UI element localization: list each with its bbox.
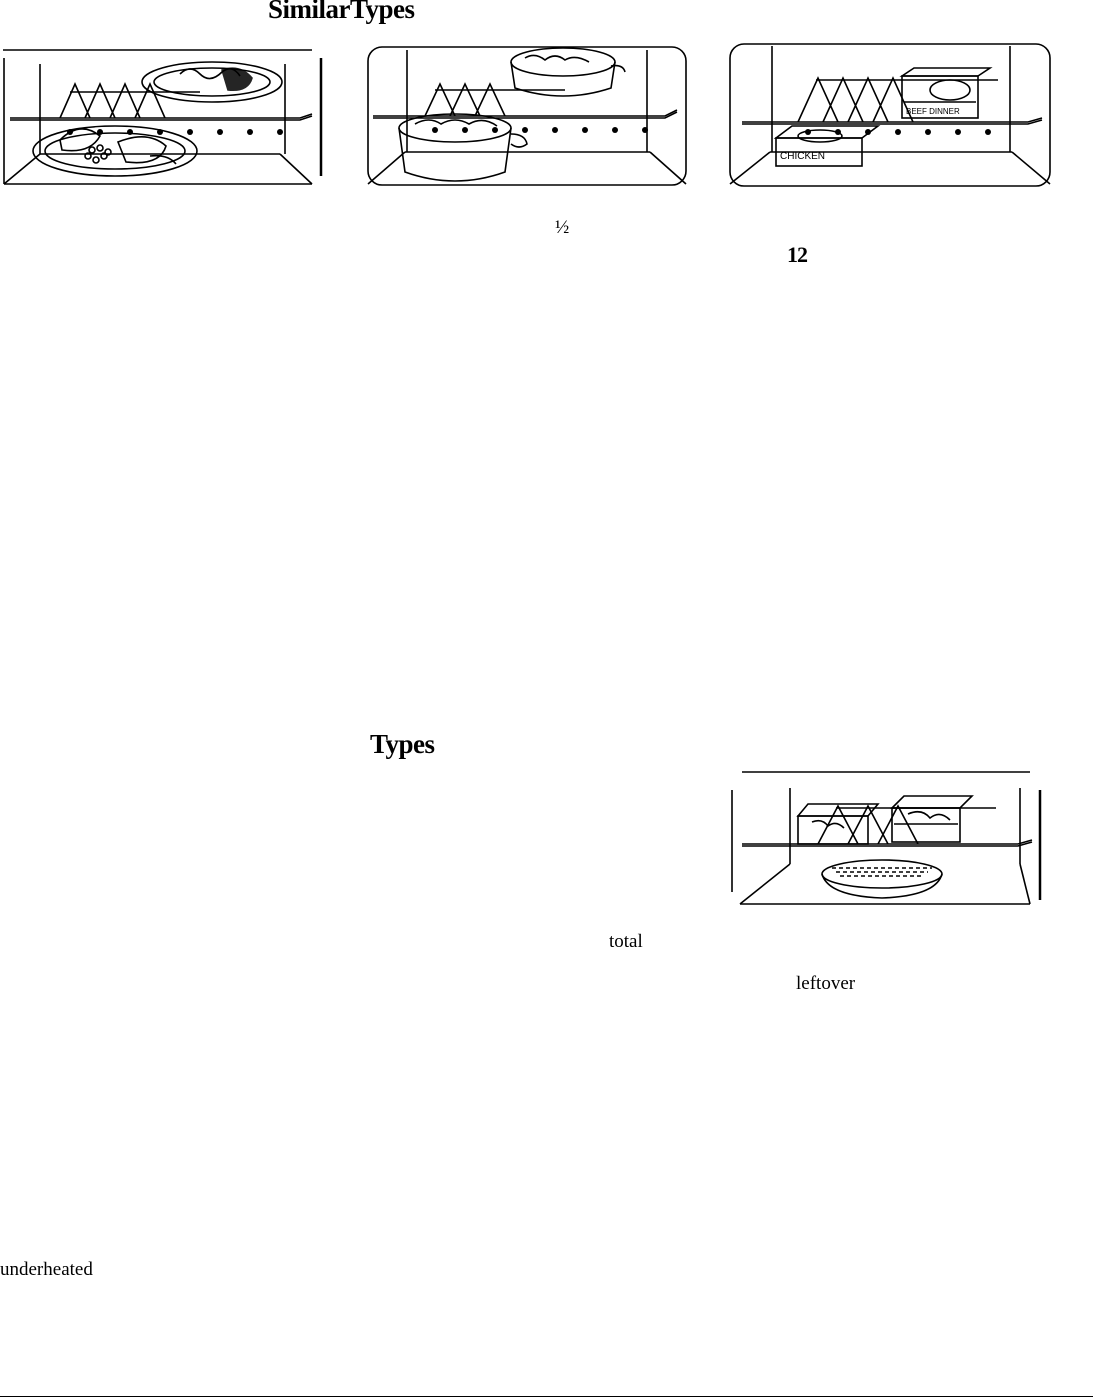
figure-casseroles — [365, 44, 690, 189]
figure-frozen-dinners — [728, 42, 1053, 190]
fragment-total: total — [609, 931, 643, 952]
heading-similar-types: SimilarTypes — [268, 0, 415, 24]
svg-text:CHICKEN: CHICKEN — [780, 151, 826, 162]
fragment-twelve: 12 — [787, 242, 807, 267]
plates-on-two-levels-icon — [0, 44, 325, 189]
svg-text:BEEF DINNER: BEEF DINNER — [906, 107, 960, 116]
fragment-leftover: leftover — [796, 973, 856, 994]
figure-plates — [0, 44, 325, 189]
mixed-dishes-icon — [728, 768, 1048, 910]
heading-types: Types — [370, 729, 435, 759]
figure-mixed-dishes — [728, 768, 1048, 910]
casseroles-on-two-levels-icon — [365, 44, 690, 189]
fragment-underheated: underheated — [0, 1259, 93, 1280]
frozen-dinners-icon — [728, 42, 1053, 190]
fragment-half: ½ — [555, 217, 570, 238]
footer-rule — [0, 1396, 1093, 1397]
